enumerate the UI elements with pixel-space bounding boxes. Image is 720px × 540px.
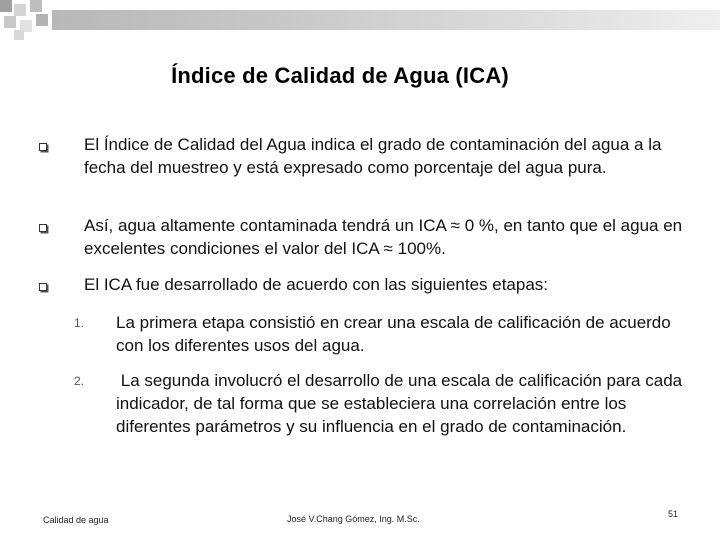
header-decoration xyxy=(0,0,720,40)
decor-square xyxy=(36,14,48,26)
decor-square xyxy=(0,0,12,12)
slide-title: Índice de Calidad de Agua (ICA) xyxy=(171,63,509,88)
step-number: 2. xyxy=(74,374,85,388)
square-bullet-icon xyxy=(39,224,47,232)
decor-square xyxy=(14,30,24,40)
bullet-text: El ICA fue desarrollado de acuerdo con las siguientes etapas: xyxy=(84,275,549,294)
decor-square xyxy=(4,16,16,28)
step-text: La primera etapa consistió en crear una escala de calificación de acuerdo con los diferentes usos del agua. xyxy=(116,313,671,355)
decor-square xyxy=(30,0,42,12)
bullet-text: Así, agua altamente contaminada tendrá un ICA ≈ 0 %, en tanto que el agua en excelentes condiciones el valor del ICA ≈ 100%. xyxy=(84,216,683,258)
decor-square xyxy=(14,4,26,16)
square-bullet-icon xyxy=(39,143,47,151)
square-bullet-icon xyxy=(39,283,47,291)
footer-author: José V.Chang Gómez, Ing. M.Sc. xyxy=(287,514,420,524)
footer-left: Calidad de agua xyxy=(43,515,109,525)
bullet-text: El Índice de Calidad del Agua indica el grado de contaminación del agua a la fecha del muestreo y está expresado como porcentaje del agua pura. xyxy=(84,135,662,177)
step-text: La segunda involucró el desarrollo de una escala de calificación para cada indicador, de tal forma que se estableciera una correlación entre los diferentes parámetros y su influencia en el grado de contaminación. xyxy=(116,371,687,436)
header-band xyxy=(52,10,720,30)
page-number: 51 xyxy=(668,509,679,519)
step-number: 1. xyxy=(74,316,85,330)
